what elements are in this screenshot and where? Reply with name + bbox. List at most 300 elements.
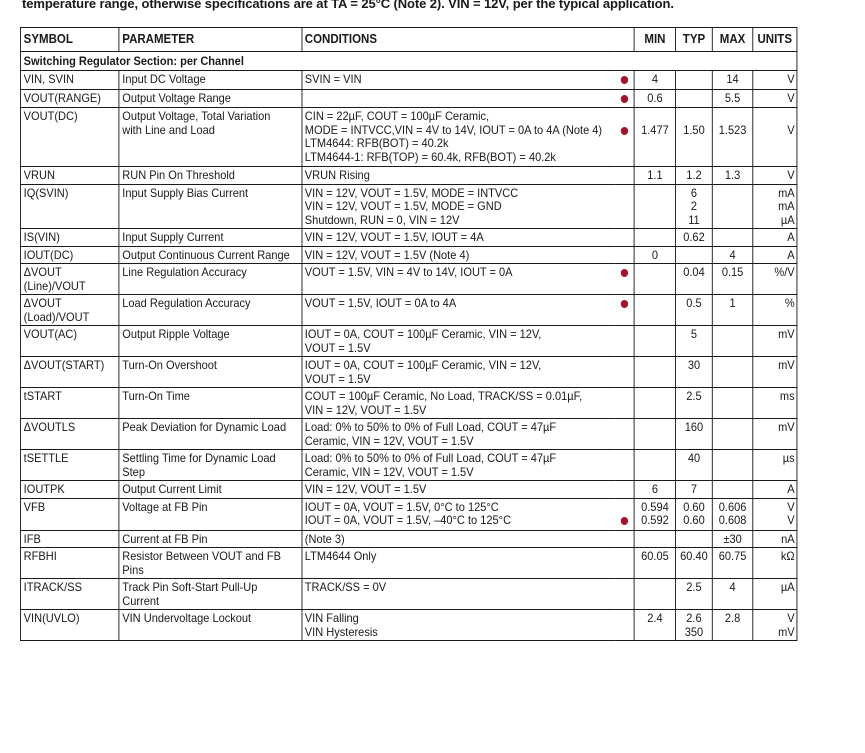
parameter-cell xyxy=(119,246,302,264)
units-value: µs xyxy=(782,451,795,465)
typ-cell xyxy=(675,184,712,229)
bullet-line xyxy=(618,152,631,166)
table-row xyxy=(20,579,796,610)
symbol-cell: IOUT(DC) xyxy=(20,246,119,264)
bullet-line xyxy=(618,231,631,245)
min-value xyxy=(638,421,672,435)
bullet-cell xyxy=(615,419,634,450)
max-value xyxy=(716,452,750,466)
min-value: 2.4 xyxy=(647,611,663,625)
table-row xyxy=(20,229,796,247)
table-row xyxy=(20,450,796,481)
min-value: 0 xyxy=(651,247,658,262)
units-cell xyxy=(753,167,797,185)
bullet-cell xyxy=(615,450,634,481)
bullet-line xyxy=(618,483,631,497)
units-value: mV xyxy=(778,327,795,341)
bullet-line xyxy=(618,581,631,595)
symbol-cell: IOUTPK xyxy=(20,481,119,499)
parameter-line: Input DC Voltage xyxy=(122,72,206,86)
conditions-cell xyxy=(302,530,615,548)
parameter-line: Turn-On Overshoot xyxy=(122,358,217,372)
parameter-cell xyxy=(119,184,302,229)
max-cell xyxy=(713,264,753,295)
header-typ: TYP xyxy=(675,28,712,52)
units-value xyxy=(756,137,795,151)
units-value: mA xyxy=(778,199,795,213)
table-row xyxy=(20,610,796,641)
parameter-line: Pins xyxy=(122,562,144,577)
parameter-cell xyxy=(119,610,302,641)
typ-value: 0.60 xyxy=(683,513,705,527)
units-value: V xyxy=(787,168,795,182)
min-value: 0.594 xyxy=(641,499,669,514)
max-value xyxy=(716,435,750,449)
symbol-cell: RFBHI xyxy=(20,548,119,579)
table-row xyxy=(20,481,796,499)
typ-value xyxy=(679,466,710,480)
typ-cell xyxy=(675,357,712,388)
bullet-marker xyxy=(621,76,628,84)
bullet-cell xyxy=(615,610,634,641)
bullet-marker xyxy=(621,127,628,135)
units-cell xyxy=(753,246,797,264)
min-cell xyxy=(634,357,675,388)
parameter-cell xyxy=(119,548,302,579)
bullet-cell xyxy=(615,326,634,357)
max-value: 14 xyxy=(726,72,739,86)
min-cell xyxy=(634,295,675,326)
min-value: 0.592 xyxy=(641,513,669,527)
bullet-line xyxy=(618,452,631,466)
max-cell xyxy=(713,326,753,357)
max-cell xyxy=(713,229,753,247)
units-value: mV xyxy=(778,624,795,639)
condition-line: IOUT = 0A, COUT = 100µF Ceramic, VIN = 12V, xyxy=(304,327,542,341)
units-value: % xyxy=(784,296,795,310)
bullet-line xyxy=(618,124,631,139)
typ-value xyxy=(679,110,710,124)
min-value xyxy=(638,342,672,356)
header-symbol: SYMBOL xyxy=(20,28,119,52)
header-min: MIN xyxy=(634,28,675,52)
condition-line: TRACK/SS = 0V xyxy=(304,580,387,594)
conditions-cell xyxy=(302,419,615,450)
condition-line: VOUT = 1.5V xyxy=(304,371,371,386)
min-value: 0.6 xyxy=(647,90,663,105)
min-cell xyxy=(634,229,675,247)
max-cell xyxy=(713,579,753,610)
typ-value: 2.5 xyxy=(686,389,702,403)
parameter-line: Input Supply Current xyxy=(122,230,224,244)
typ-value xyxy=(679,404,710,418)
bullet-cell xyxy=(615,388,634,419)
min-cell xyxy=(634,610,675,641)
condition-line: VIN = 12V, VOUT = 1.5V (Note 4) xyxy=(304,247,470,262)
min-value xyxy=(638,200,672,214)
conditions-cell xyxy=(302,326,615,357)
units-cell xyxy=(753,89,797,108)
table-row xyxy=(20,498,796,530)
parameter-cell xyxy=(119,481,302,499)
max-value xyxy=(716,342,750,356)
table-row xyxy=(20,419,796,450)
bullet-cell xyxy=(615,498,634,530)
condition-line: VIN = 12V, VOUT = 1.5V, MODE = INTVCC xyxy=(304,185,519,200)
min-cell xyxy=(634,71,675,90)
typ-value xyxy=(679,533,710,547)
conditions-cell xyxy=(302,450,615,481)
max-cell xyxy=(713,246,753,264)
parameter-cell xyxy=(119,71,302,90)
parameter-line: Current at FB Pin xyxy=(122,531,208,546)
max-value: 2.8 xyxy=(724,611,741,625)
min-value xyxy=(638,297,672,311)
bullet-line xyxy=(618,435,631,449)
typ-value xyxy=(679,92,710,106)
units-value xyxy=(756,404,795,418)
parameter-cell xyxy=(119,89,302,108)
min-value xyxy=(638,231,672,245)
parameter-line: Output Voltage, Total Variation xyxy=(122,109,271,123)
parameter-cell xyxy=(119,388,302,419)
min-cell xyxy=(634,89,675,108)
units-value xyxy=(756,435,795,449)
max-value xyxy=(716,187,750,201)
parameter-line: Voltage at FB Pin xyxy=(122,499,208,514)
units-cell xyxy=(753,108,797,167)
units-cell xyxy=(753,295,797,326)
conditions-cell xyxy=(302,264,615,295)
bullet-cell xyxy=(615,71,634,90)
max-value: 1.3 xyxy=(724,168,741,182)
max-value: 0.606 xyxy=(718,499,747,514)
parameter-cell xyxy=(119,167,302,185)
max-value xyxy=(716,404,750,418)
units-cell xyxy=(753,71,797,90)
max-cell xyxy=(713,357,753,388)
units-value: mA xyxy=(778,185,795,200)
typ-cell xyxy=(675,579,712,610)
bullet-line xyxy=(618,169,631,183)
parameter-cell xyxy=(119,264,302,295)
table-row xyxy=(20,295,796,326)
units-value: A xyxy=(787,230,795,244)
max-cell xyxy=(713,184,753,229)
parameter-line: with Line and Load xyxy=(122,122,215,137)
bullet-line xyxy=(618,266,631,281)
bullet-cell xyxy=(615,229,634,247)
table-row xyxy=(20,89,796,108)
typ-cell xyxy=(675,388,712,419)
condition-line: Load: 0% to 50% to 0% of Full Load, COUT = 47µF xyxy=(304,420,557,434)
units-cell xyxy=(753,357,797,388)
bullet-cell xyxy=(615,89,634,108)
max-cell xyxy=(713,498,753,530)
max-value xyxy=(716,200,750,214)
conditions-cell xyxy=(302,481,615,499)
typ-value xyxy=(679,151,710,165)
conditions-cell xyxy=(302,610,615,641)
section-title: Switching Regulator Section: per Channel xyxy=(20,51,796,71)
typ-value xyxy=(679,73,710,87)
bullet-line xyxy=(618,390,631,404)
max-value xyxy=(716,359,750,373)
bullet-cell xyxy=(615,264,634,295)
table-row xyxy=(20,184,796,229)
min-value xyxy=(638,266,672,280)
condition-line: VIN = 12V, VOUT = 1.5V, IOUT = 4A xyxy=(304,230,484,244)
conditions-cell xyxy=(302,295,615,326)
conditions-cell xyxy=(302,498,615,530)
typ-cell xyxy=(675,229,712,247)
typ-cell xyxy=(675,89,712,108)
condition-line: (Note 3) xyxy=(304,531,345,546)
units-cell xyxy=(753,388,797,419)
typ-value: 1.50 xyxy=(683,122,705,137)
max-value: 60.75 xyxy=(718,549,747,563)
bullet-line xyxy=(618,514,631,529)
max-cell xyxy=(713,108,753,167)
max-value xyxy=(716,214,750,228)
table-row xyxy=(20,71,796,90)
max-value xyxy=(716,421,750,435)
min-value: 4 xyxy=(651,72,658,86)
condition-line: IOUT = 0A, COUT = 100µF Ceramic, VIN = 12V, xyxy=(304,358,542,372)
condition-line: LTM4644 Only xyxy=(304,549,377,563)
min-value xyxy=(638,151,672,165)
bullet-line xyxy=(618,466,631,480)
units-value: ms xyxy=(779,389,795,403)
units-value: V xyxy=(787,72,795,86)
conditions-cell xyxy=(302,229,615,247)
units-value: V xyxy=(787,499,795,514)
parameter-line: Output Voltage Range xyxy=(122,90,231,105)
units-value: kΩ xyxy=(780,549,795,563)
typ-cell xyxy=(675,167,712,185)
typ-cell xyxy=(675,610,712,641)
bullet-marker xyxy=(621,300,628,308)
typ-value: 0.04 xyxy=(683,265,705,279)
condition-line: Load: 0% to 50% to 0% of Full Load, COUT = 47µF xyxy=(304,451,557,465)
min-value xyxy=(638,137,672,151)
condition-line: MODE = INTVCC,VIN = 4V to 14V, IOUT = 0A to 4A (Note 4) xyxy=(304,122,603,137)
max-cell xyxy=(713,388,753,419)
min-value xyxy=(638,110,672,124)
typ-cell xyxy=(675,326,712,357)
min-cell xyxy=(634,548,675,579)
table-row xyxy=(20,264,796,295)
parameter-line: Turn-On Time xyxy=(122,389,190,403)
condition-line xyxy=(305,92,612,106)
bullet-line xyxy=(618,110,631,124)
typ-value: 160 xyxy=(684,420,704,434)
table-row xyxy=(20,388,796,419)
symbol-cell: ΔVOUTLS xyxy=(20,419,119,450)
parameter-cell xyxy=(119,108,302,167)
symbol-cell: IQ(SVIN) xyxy=(20,184,119,229)
typ-cell xyxy=(675,246,712,264)
units-cell xyxy=(753,610,797,641)
bullet-line xyxy=(618,612,631,626)
condition-line: VIN = 12V, VOUT = 1.5V xyxy=(304,482,427,496)
header-row xyxy=(20,28,796,52)
condition-line: IOUT = 0A, VOUT = 1.5V, –40°C to 125°C xyxy=(304,513,512,527)
conditions-cell xyxy=(302,579,615,610)
condition-line: LTM4644-1: RFB(TOP) = 60.4k, RFB(BOT) = 40.2k xyxy=(304,149,556,164)
conditions-cell xyxy=(302,167,615,185)
bullet-line xyxy=(618,550,631,564)
max-value xyxy=(716,373,750,387)
min-value xyxy=(638,373,672,387)
min-value xyxy=(638,390,672,404)
max-value: 0.608 xyxy=(718,513,747,527)
bullet-line xyxy=(618,373,631,387)
conditions-cell xyxy=(302,548,615,579)
max-cell xyxy=(713,610,753,641)
min-cell xyxy=(634,326,675,357)
parameter-line: RUN Pin On Threshold xyxy=(122,168,235,182)
bullet-line xyxy=(618,187,631,201)
units-cell xyxy=(753,264,797,295)
units-value xyxy=(756,342,795,356)
bullet-cell xyxy=(615,579,634,610)
min-cell xyxy=(634,108,675,167)
units-cell xyxy=(753,481,797,499)
units-value: V xyxy=(787,90,795,105)
min-value xyxy=(638,328,672,342)
symbol-cell: VOUT(RANGE) xyxy=(20,89,119,108)
min-cell xyxy=(634,579,675,610)
condition-line: Ceramic, VIN = 12V, VOUT = 1.5V xyxy=(304,464,474,479)
parameter-cell xyxy=(119,450,302,481)
symbol-cell: ΔVOUT(START) xyxy=(20,357,119,388)
condition-line: VOUT = 1.5V, IOUT = 0A to 4A xyxy=(304,296,457,310)
bullet-line xyxy=(618,200,631,214)
bullet-cell xyxy=(615,530,634,548)
parameter-cell xyxy=(119,229,302,247)
condition-line: VRUN Rising xyxy=(304,168,370,182)
min-value xyxy=(638,359,672,373)
typ-cell xyxy=(675,530,712,548)
parameter-line: VIN Undervoltage Lockout xyxy=(122,611,252,625)
table-row xyxy=(20,167,796,185)
condition-line: VIN = 12V, VOUT = 1.5V, MODE = GND xyxy=(304,199,502,213)
condition-line: SVIN = VIN xyxy=(304,72,362,86)
condition-line: Ceramic, VIN = 12V, VOUT = 1.5V xyxy=(304,433,474,448)
min-value: 6 xyxy=(651,482,658,496)
units-cell xyxy=(753,530,797,548)
bullet-marker xyxy=(621,517,628,525)
units-value: mV xyxy=(778,420,795,434)
min-cell xyxy=(634,246,675,264)
units-value xyxy=(756,373,795,387)
typ-cell xyxy=(675,295,712,326)
conditions-cell xyxy=(302,108,615,167)
min-value xyxy=(638,452,672,466)
min-value xyxy=(638,187,672,201)
min-value xyxy=(638,533,672,547)
parameter-cell xyxy=(119,295,302,326)
condition-line: VOUT = 1.5V, VIN = 4V to 14V, IOUT = 0A xyxy=(304,265,513,279)
max-cell xyxy=(713,481,753,499)
header-conditions: CONDITIONS xyxy=(302,28,635,52)
parameter-line: Load Regulation Accuracy xyxy=(122,296,251,310)
min-cell xyxy=(634,530,675,548)
conditions-cell xyxy=(302,89,615,108)
min-value: 60.05 xyxy=(641,549,669,563)
bullet-cell xyxy=(615,167,634,185)
symbol-cell: VIN(UVLO) xyxy=(20,610,119,641)
header-units: UNITS xyxy=(753,28,797,52)
units-value xyxy=(756,151,795,165)
min-value: 1.477 xyxy=(641,122,669,137)
symbol-cell: VFB xyxy=(20,498,119,530)
condition-line: Shutdown, RUN = 0, VIN = 12V xyxy=(304,212,460,227)
units-value xyxy=(756,110,795,124)
units-value: µA xyxy=(780,580,795,594)
symbol-cell: ITRACK/SS xyxy=(20,579,119,610)
parameter-line: Resistor Between VOUT and FB xyxy=(122,549,281,563)
min-value xyxy=(638,466,672,480)
max-cell xyxy=(713,530,753,548)
units-value: A xyxy=(787,482,795,496)
symbol-cell: IFB xyxy=(20,530,119,548)
parameter-cell xyxy=(119,530,302,548)
bullet-line xyxy=(618,404,631,418)
conditions-cell xyxy=(302,357,615,388)
parameter-line: Current xyxy=(122,593,160,608)
units-value: V xyxy=(787,122,795,137)
parameter-line: Output Current Limit xyxy=(122,482,222,496)
units-value: %/V xyxy=(774,265,795,279)
header-max: MAX xyxy=(713,28,753,52)
table-row xyxy=(20,108,796,167)
parameter-line: Settling Time for Dynamic Load xyxy=(122,451,276,465)
max-value: ±30 xyxy=(723,531,742,546)
max-value: 4 xyxy=(729,580,736,594)
typ-value: 5 xyxy=(690,327,698,341)
bullet-line xyxy=(618,626,631,640)
symbol-cell: tSTART xyxy=(20,388,119,419)
typ-value xyxy=(679,137,710,151)
bullet-cell xyxy=(615,108,634,167)
symbol-cell: VIN, SVIN xyxy=(20,71,119,90)
bullet-marker xyxy=(621,269,628,277)
min-value xyxy=(638,581,672,595)
bullet-line xyxy=(618,501,631,515)
min-cell xyxy=(634,450,675,481)
parameter-line: Output Ripple Voltage xyxy=(122,327,230,341)
typ-value: 1.2 xyxy=(686,168,702,182)
max-value xyxy=(716,137,750,151)
symbol-cell: VOUT(AC) xyxy=(20,326,119,357)
parameter-cell xyxy=(119,419,302,450)
condition-line: CIN = 22µF, COUT = 100µF Ceramic, xyxy=(304,109,490,123)
bullet-line xyxy=(618,73,631,88)
max-cell xyxy=(713,548,753,579)
parameter-line: Line Regulation Accuracy xyxy=(122,265,247,279)
typ-value: 40 xyxy=(687,451,701,465)
max-cell xyxy=(713,450,753,481)
parameter-line: Track Pin Soft-Start Pull-Up xyxy=(122,580,258,594)
bullet-line xyxy=(618,421,631,435)
typ-cell xyxy=(675,264,712,295)
bullet-line xyxy=(618,249,631,263)
max-value: 0.15 xyxy=(721,265,744,279)
parameter-line: Input Supply Bias Current xyxy=(122,185,249,200)
condition-line: COUT = 100µF Ceramic, No Load, TRACK/SS = 0.01µF, xyxy=(304,389,583,403)
